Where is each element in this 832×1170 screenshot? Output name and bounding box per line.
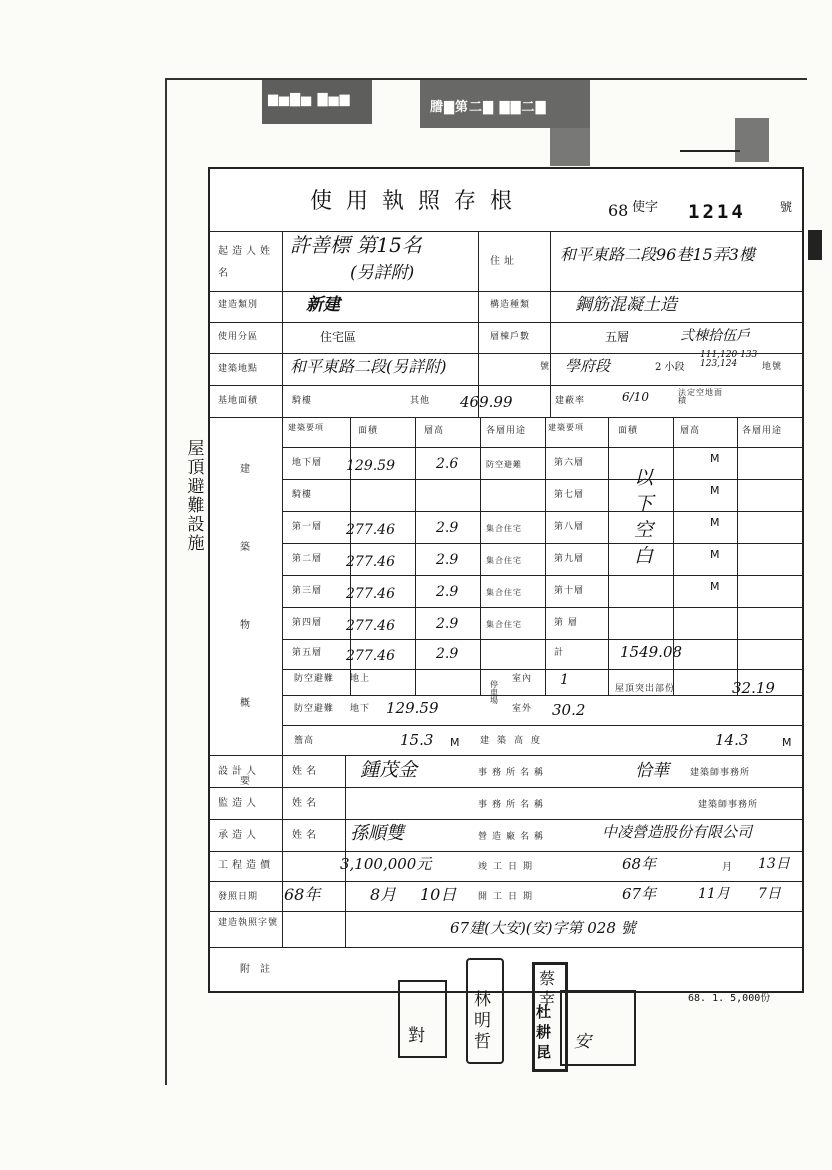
- print-note: 68. 1. 5,000份: [688, 993, 771, 1004]
- designer-label: 設計人: [218, 766, 260, 777]
- floor-name: 第一層: [292, 522, 323, 532]
- eave-value: 15.3: [400, 731, 434, 749]
- coverage-label: 建蔽率: [555, 396, 586, 406]
- floor-name: 騎樓: [292, 490, 313, 500]
- floor-area: 277.46: [346, 648, 395, 664]
- floor-area: 277.46: [346, 618, 395, 634]
- category-value: 新建: [306, 295, 340, 315]
- seal-stamp-text: 杜耕昆: [536, 1003, 552, 1061]
- row-divider: [282, 695, 802, 696]
- number-suffix: 號: [780, 200, 793, 214]
- floor-name: 第三層: [292, 586, 323, 596]
- cost-label: 工程造價: [218, 860, 274, 871]
- seal-stamp-text: 林明哲: [474, 990, 491, 1052]
- issue-year: 68年: [284, 885, 321, 904]
- finish-label: 竣工日期: [478, 862, 539, 872]
- factory-label: 營造廠名稱: [478, 832, 549, 842]
- floor-name-right: 第八層: [554, 522, 585, 532]
- row-divider: [282, 479, 802, 480]
- row-divider: [282, 511, 802, 512]
- issue-day: 10日: [420, 885, 457, 904]
- floor-name-right: 第 層: [554, 618, 578, 628]
- floor-area: 277.46: [346, 586, 395, 602]
- supervisor-label: 監造人: [218, 798, 260, 809]
- floor-name: 地下層: [292, 458, 323, 468]
- designer-name-label: 姓名: [292, 766, 320, 777]
- supervisor-name-label: 姓名: [292, 798, 320, 809]
- floor-name-right: 第六層: [554, 458, 585, 468]
- lot-word: 地號: [762, 362, 783, 372]
- contractor-label: 承造人: [218, 830, 260, 841]
- floor-height: 2.9: [436, 646, 459, 662]
- scan-artifact: [808, 230, 822, 260]
- supervisor-office-suffix: 建築師事務所: [698, 800, 759, 810]
- floor-header-use-2: 各層用途: [742, 426, 783, 436]
- floor-name: 第五層: [292, 648, 323, 658]
- seal-stamp-text: 蔡幸: [539, 969, 556, 1008]
- roof-label: 屋頂突出部份: [615, 684, 676, 694]
- row-divider: [210, 851, 802, 852]
- m-unit: M: [710, 516, 720, 529]
- col-divider: [478, 231, 479, 417]
- floor-height: 2.9: [436, 584, 459, 600]
- builder-label: 起造人姓名: [218, 246, 274, 279]
- scan-artifact: [550, 128, 590, 166]
- permit-number: 1214: [688, 201, 746, 223]
- floor-use: 集合住宅: [486, 620, 522, 629]
- zone-label: 使用分區: [218, 332, 259, 342]
- col-divider: [550, 231, 551, 417]
- area-arcade-label: 騎樓: [292, 396, 313, 406]
- parking-label: 停車場: [490, 680, 499, 705]
- floor-name-right: 第十層: [554, 586, 585, 596]
- building-height-label: 建築高度: [480, 736, 549, 746]
- floor-header-height: 層高: [424, 426, 445, 436]
- row-divider: [210, 947, 802, 948]
- col-divider: [345, 755, 346, 947]
- col-divider: [415, 417, 416, 695]
- floor-height: 2.9: [436, 616, 459, 632]
- shelter-label-2: 防空避難: [294, 704, 335, 714]
- row-divider: [210, 911, 802, 912]
- start-label: 開工日期: [478, 892, 539, 902]
- floor-header-item: 建築要項: [288, 423, 324, 432]
- check-stamp-text: 安: [574, 1032, 591, 1052]
- parking-outdoor-label: 室外: [512, 704, 533, 714]
- permit-stub-form: [208, 167, 804, 993]
- blank-below-note: 以下空白: [634, 467, 654, 567]
- address-label: 住址: [490, 256, 518, 267]
- floor-name: 第四層: [292, 618, 323, 628]
- office-suffix: 建築師事務所: [690, 768, 751, 778]
- floor-name: 第二層: [292, 554, 323, 564]
- eave-label: 簷高: [294, 736, 315, 746]
- area-label: 基地面積: [218, 396, 259, 406]
- builder-value-note: (另詳附): [350, 263, 415, 283]
- row-divider: [210, 385, 802, 386]
- start-year: 67年: [622, 885, 657, 903]
- coverage-value: 6/10: [622, 390, 649, 404]
- issue-month: 8月: [370, 885, 397, 904]
- col-divider: [545, 417, 546, 695]
- start-month: 11月: [698, 886, 730, 902]
- row-divider: [210, 291, 802, 292]
- finish-year: 68年: [622, 855, 657, 873]
- floor-area: 277.46: [346, 522, 395, 538]
- floor-height: 2.9: [436, 520, 459, 536]
- row-divider: [282, 447, 802, 448]
- parking-indoor-value: 1: [560, 672, 569, 688]
- check-stamp: [560, 990, 636, 1066]
- floor-height: 2.9: [436, 552, 459, 568]
- units-value: 弍棟拾伍戶: [680, 328, 750, 344]
- row-divider: [282, 543, 802, 544]
- col-divider: [737, 417, 738, 695]
- category-label: 建造類別: [218, 300, 259, 310]
- col-divider: [282, 231, 283, 947]
- scan-artifact: [680, 150, 740, 152]
- m-unit: M: [710, 452, 720, 465]
- site-value: 和平東路二段(另詳附): [290, 357, 447, 376]
- m-unit: M: [450, 736, 460, 749]
- finish-day: 13日: [758, 856, 790, 872]
- floor-name-right: 第九層: [554, 554, 585, 564]
- m-unit: M: [710, 548, 720, 561]
- scan-artifact: [735, 118, 769, 162]
- designer-office-label: 事務所名稱: [478, 768, 549, 778]
- floors-label: 層棟戶數: [490, 332, 531, 342]
- row-divider: [282, 607, 802, 608]
- shelter-value: 129.59: [386, 699, 439, 717]
- shelter-label: 防空避難: [294, 674, 335, 684]
- floor-use: 防空避難: [486, 460, 522, 469]
- header-strip-left: ▆▅▇▅ ▇▅▆: [268, 92, 351, 107]
- contractor-factory: 中凌營造股份有限公司: [602, 823, 753, 841]
- address-value: 和平東路二段96巷15弄3樓: [560, 245, 755, 264]
- row-divider: [210, 231, 802, 232]
- contractor-name-label: 姓名: [292, 830, 320, 841]
- issue-label: 發照日期: [218, 892, 259, 902]
- site-label: 建築地點: [218, 364, 259, 374]
- area-other-label: 其他: [410, 396, 431, 406]
- m-unit: M: [710, 484, 720, 497]
- row-divider: [282, 725, 802, 726]
- floor-area: 277.46: [346, 554, 395, 570]
- row-divider: [210, 755, 802, 756]
- floor-header-area-2: 面積: [618, 426, 639, 436]
- zone-value: 住宅區: [320, 330, 357, 344]
- finish-month: 月: [722, 862, 732, 873]
- shelter-above-label: 地上: [350, 674, 371, 684]
- margin-note-left: 屋頂避難設施: [187, 439, 205, 554]
- row-divider: [210, 819, 802, 820]
- col-divider: [480, 417, 481, 695]
- floor-use: 集合住宅: [486, 556, 522, 565]
- permit-label: 建造執照字號: [218, 918, 279, 928]
- lot-number: 111,120 133 123,124: [700, 350, 758, 369]
- number-prefix: 68: [608, 201, 629, 220]
- building-height-value: 14.3: [715, 731, 749, 749]
- permit-value: 67建(大安)(安)字第 028 號: [450, 919, 636, 937]
- floor-header-area: 面積: [358, 426, 379, 436]
- floor-use: 集合住宅: [486, 588, 522, 597]
- parking-outdoor-value: 30.2: [552, 701, 586, 719]
- floor-area: 129.59: [346, 458, 395, 474]
- contractor-value: 孫順雙: [350, 823, 404, 844]
- row-divider: [210, 322, 802, 323]
- lot-label: 號: [540, 362, 551, 372]
- structure-value: 鋼筋混凝土造: [575, 295, 677, 315]
- m-unit: M: [782, 736, 792, 749]
- designer-office: 恰華: [635, 761, 669, 781]
- floor-use: 集合住宅: [486, 524, 522, 533]
- row-divider: [210, 787, 802, 788]
- designer-value: 鍾茂金: [360, 759, 418, 781]
- floor-name-right: 第七層: [554, 490, 585, 500]
- parking-indoor-label: 室內: [512, 674, 533, 684]
- form-title: 使用執照存根: [310, 189, 527, 214]
- legal-space-label: 法定空地面積: [678, 388, 723, 405]
- row-divider: [282, 639, 802, 640]
- m-unit: M: [710, 580, 720, 593]
- cost-value: 3,100,000元: [340, 855, 432, 873]
- floor-header-height-2: 層高: [680, 426, 701, 436]
- row-divider: [282, 669, 802, 670]
- floor-header-use: 各層用途: [486, 426, 527, 436]
- start-day: 7日: [758, 886, 781, 902]
- total-area-value: 1549.08: [620, 643, 683, 661]
- floor-header-item-2: 建築要項: [548, 423, 584, 432]
- check-stamp: [398, 980, 447, 1058]
- row-divider: [210, 417, 802, 418]
- floor-height: 2.6: [436, 456, 459, 472]
- area-value: 469.99: [460, 393, 513, 411]
- supervisor-office-label: 事務所名稱: [478, 800, 549, 810]
- building-summary-label: 建築物概要: [240, 464, 254, 787]
- roof-value: 32.19: [732, 679, 775, 697]
- remark-label: 附註: [240, 964, 280, 975]
- header-strip-right: 謄▇第二▇ ▇▇二▇: [430, 100, 547, 115]
- builder-value: 許善標 第15名: [290, 233, 422, 257]
- lot-district: 學府段: [565, 357, 611, 375]
- lot-sub: 2 小段: [655, 362, 685, 373]
- total-label: 計: [554, 648, 565, 658]
- check-stamp-text: 對: [408, 1026, 425, 1046]
- number-word: 使字: [632, 200, 659, 215]
- row-divider: [282, 575, 802, 576]
- seal-stamp: [466, 958, 504, 1064]
- structure-label: 構造種類: [490, 300, 531, 310]
- floors-value: 五層: [605, 330, 630, 344]
- shelter-below-label: 地下: [350, 704, 371, 714]
- row-divider: [210, 881, 802, 882]
- col-divider: [608, 417, 609, 695]
